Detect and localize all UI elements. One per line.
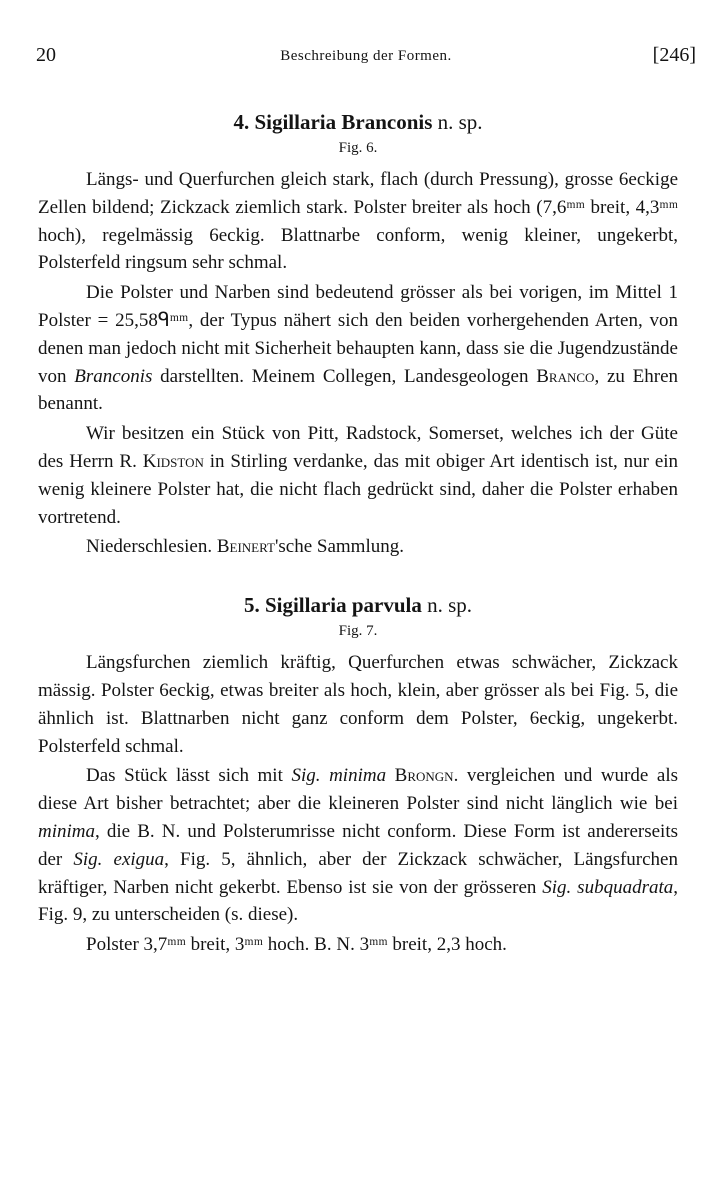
section-5-species: Sigillaria parvula (264, 593, 422, 618)
collector-name: Beinert (216, 536, 275, 558)
italic-species-name: Sig. exigua (73, 848, 165, 870)
text-run: in Stirling verdanke, das mit obiger Art identisch ist, nur ein wenig kleinere Polster hat, die nicht flach gedrückt sind, daher die Polster erhaben vortretend. (38, 450, 679, 528)
page-number: 20 (36, 44, 56, 66)
text-run: Wir besitzen ein Stück von Pitt, Radstock, Somerset, welches ich der Güte des Herrn R. (38, 423, 678, 472)
page-body (38, 108, 678, 959)
section-5-number: 5. (243, 593, 260, 618)
bracket-page-number: [246] (652, 44, 696, 66)
italic-species-name: Branconis (74, 365, 153, 387)
text-run: 'sche Sammlung. (274, 536, 404, 558)
section-5-paragraph-2 (38, 762, 678, 929)
section-4-number: 4. (233, 110, 250, 134)
text-run: darstellten. Meinem Collegen, Landesgeologen (160, 365, 529, 387)
section-5-heading (38, 591, 678, 619)
italic-species-name: Sig. subquadrata (542, 876, 674, 898)
text-run: Niederschlesien. (86, 536, 213, 558)
section-4-paragraph-2 (38, 279, 678, 418)
section-4-paragraph-1: Längs- und Querfurchen gleich stark, flach (durch Pressung), grosse 6eckige Zellen bildend; Zickzack ziemlich stark. Polster breiter als hoch (7,6ᵐᵐ breit, 4,3ᵐᵐ hoch), regelmässig 6eckig. Blattnarbe conform, wenig kleiner, ungekerbt, Polsterfeld ringsum sehr schmal. (38, 169, 678, 274)
section-4-paragraph-3 (38, 420, 678, 531)
running-title: Beschreibung der Formen. (280, 48, 452, 64)
author-name: Branco (536, 365, 595, 387)
section-5-species-note: n. sp. (427, 593, 473, 618)
section-4-species: Sigillaria Branconis (254, 110, 433, 134)
text-run: Die Polster und Narben sind bedeutend grösser als bei vorigen, im Mittel 1 Polster = 25,58ᑫᵐᵐ, der Typus nähert sich den beiden vorhergehenden Arten, von denen man jedoch nicht mit Sicherheit behaupten kann, dass sie die Jugendzustände von (38, 282, 678, 387)
section-4-species-note: n. sp. (437, 110, 483, 134)
text-run: Das Stück lässt sich mit (86, 765, 283, 787)
author-name: Brongn (394, 765, 454, 787)
page-header (36, 44, 696, 72)
italic-species-name: minima (38, 820, 95, 842)
text-run: , die B. N. und Polsterumrisse nicht conform. Diese Form ist andererseits der (38, 820, 678, 870)
text-run: , Fig. 9, zu unterscheiden (s. diese). (38, 876, 678, 926)
section-5-paragraph-3: Polster 3,7ᵐᵐ breit, 3ᵐᵐ hoch. B. N. 3ᵐᵐ breit, 2,3 hoch. (86, 934, 507, 956)
section-5-figure-ref: Fig. 7. (338, 623, 378, 640)
italic-species-name: Sig. minima (291, 765, 387, 787)
text-run: , zu Ehren benannt. (38, 365, 679, 415)
section-4-paragraph-4 (38, 533, 678, 561)
text-run: . vergleichen und wurde als diese Art bisher betrachtet; aber die kleineren Polster sind nicht länglich wie bei (38, 765, 679, 815)
section-5-paragraph-1: Längsfurchen ziemlich kräftig, Querfurchen etwas schwächer, Zickzack mässig. Polster 6eckig, etwas breiter als hoch, klein, aber grösser als bei Fig. 5, die ähnlich ist. Blattnarben nicht ganz conform dem Polster, 6eckig, ungekerbt. Polsterfeld schmal. (38, 652, 678, 757)
section-4-figure-ref: Fig. 6. (338, 140, 378, 156)
section-4-heading (38, 108, 678, 136)
author-name: Kidston (142, 450, 204, 472)
text-run: , Fig. 5, ähnlich, aber der Zickzack schwächer, Längsfurchen kräftiger, Narben nicht gekerbt. Ebenso ist sie von der grösseren (38, 848, 678, 898)
section-gap (38, 561, 678, 591)
